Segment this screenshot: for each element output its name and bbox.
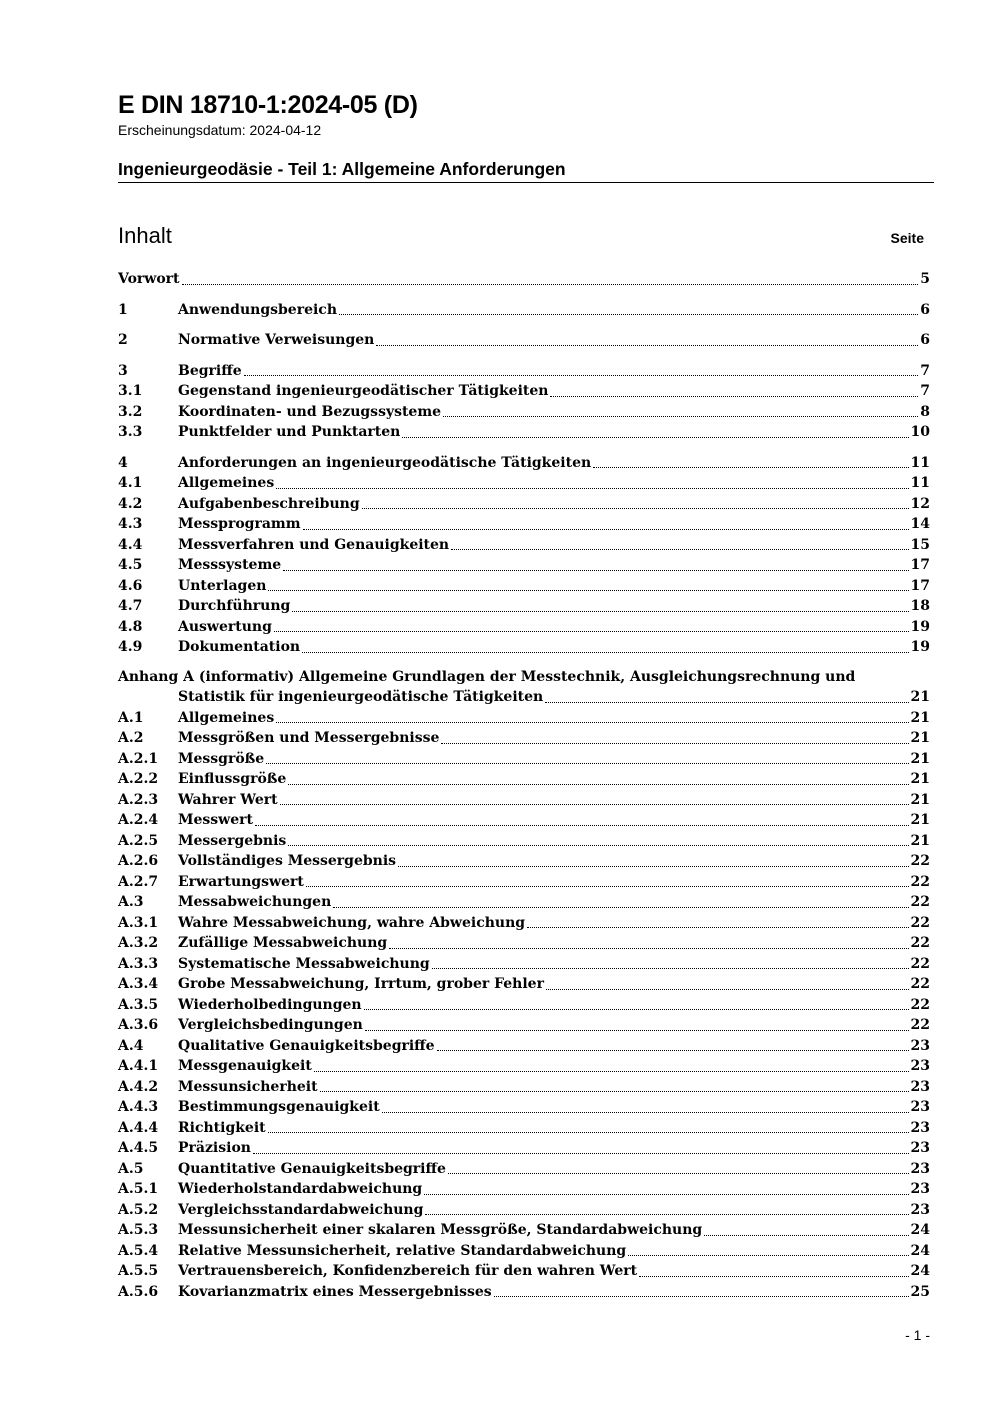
toc-entry-title: Zufällige Messabweichung bbox=[178, 935, 388, 951]
toc-entry[interactable] bbox=[118, 1015, 930, 1036]
dot-leader bbox=[376, 345, 918, 346]
toc-entry-page: 17 bbox=[910, 577, 930, 594]
toc-entry-page: 22 bbox=[910, 976, 930, 992]
toc-entry-title: Gegenstand ingenieurgeodätischer Tätigkeiten bbox=[178, 383, 549, 399]
toc-entry-title: Einflussgröße bbox=[178, 771, 287, 787]
dot-leader bbox=[302, 652, 908, 653]
page-number: - 1 - bbox=[905, 1327, 930, 1343]
toc-entry-page: 21 bbox=[910, 709, 930, 726]
toc-entry-title: Wiederholstandardabweichung bbox=[178, 1181, 423, 1197]
toc-entry-page: 21 bbox=[910, 832, 930, 849]
toc-entry-title: Quantitative Genauigkeitsbegriffe bbox=[178, 1160, 446, 1177]
toc-entry-title: Kovarianzmatrix eines Messergebnisses bbox=[178, 1283, 492, 1300]
table-of-contents bbox=[118, 269, 930, 1302]
toc-entry[interactable] bbox=[118, 596, 930, 617]
toc-entry-page: 22 bbox=[910, 894, 930, 910]
dot-leader bbox=[333, 907, 908, 908]
dot-leader bbox=[255, 825, 909, 826]
toc-entry-page: 14 bbox=[910, 516, 930, 532]
toc-entry-page: 23 bbox=[910, 1099, 930, 1115]
header-rule bbox=[118, 182, 934, 183]
toc-entry-number: 4.8 bbox=[118, 618, 143, 635]
document-title: E DIN 18710-1:2024-05 (D) bbox=[118, 91, 418, 119]
toc-entry-page: 15 bbox=[910, 536, 930, 553]
toc-entry-page: 22 bbox=[910, 914, 930, 931]
toc-entry[interactable] bbox=[118, 1036, 930, 1057]
toc-entry[interactable] bbox=[118, 637, 930, 658]
toc-entry-title: Qualitative Genauigkeitsbegriffe bbox=[178, 1037, 435, 1054]
toc-entry-page: 22 bbox=[910, 873, 930, 890]
toc-entry-number: 4.1 bbox=[118, 475, 143, 491]
toc-entry-number: A.2.5 bbox=[118, 832, 159, 849]
toc-entry[interactable] bbox=[118, 535, 930, 556]
toc-entry-title: Auswertung bbox=[178, 618, 272, 635]
toc-entry-number: A.1 bbox=[118, 709, 144, 726]
dot-leader bbox=[494, 1296, 909, 1297]
toc-entry-title: Vergleichsbedingungen bbox=[178, 1017, 363, 1033]
toc-entry-number: 3.2 bbox=[118, 403, 143, 420]
toc-entry[interactable] bbox=[118, 1179, 930, 1200]
toc-entry-number: 3 bbox=[118, 362, 128, 379]
toc-entry-page: 6 bbox=[920, 332, 930, 348]
toc-entry-page: 23 bbox=[910, 1181, 930, 1197]
dot-leader bbox=[314, 1071, 909, 1072]
toc-entry[interactable] bbox=[118, 269, 930, 290]
dot-leader bbox=[266, 763, 908, 764]
toc-entry[interactable] bbox=[118, 576, 930, 597]
toc-entry-number: 3.3 bbox=[118, 424, 143, 440]
toc-entry-number: A.3.5 bbox=[118, 996, 159, 1013]
toc-entry-title: Normative Verweisungen bbox=[178, 332, 375, 348]
toc-entry-number: 4.5 bbox=[118, 557, 143, 573]
dot-leader bbox=[283, 570, 908, 571]
toc-entry-title: Messverfahren und Genauigkeiten bbox=[178, 536, 450, 553]
toc-entry[interactable] bbox=[118, 974, 930, 995]
toc-entry-page: 21 bbox=[910, 771, 930, 787]
toc-entry-page: 25 bbox=[910, 1283, 930, 1300]
toc-entry[interactable] bbox=[118, 749, 930, 770]
toc-entry-number: 1 bbox=[118, 301, 128, 318]
dot-leader bbox=[593, 467, 908, 468]
toc-entry-page: 6 bbox=[920, 301, 930, 318]
toc-entry-title: Statistik für ingenieurgeodätische Tätigkeiten bbox=[178, 689, 544, 705]
dot-leader bbox=[320, 1091, 909, 1092]
dot-leader bbox=[451, 549, 908, 550]
dot-leader bbox=[402, 437, 908, 438]
toc-entry-page: 22 bbox=[910, 955, 930, 972]
toc-entry-page: 7 bbox=[920, 383, 930, 399]
toc-entry-page: 19 bbox=[910, 618, 930, 635]
toc-entry-page: 23 bbox=[910, 1201, 930, 1218]
toc-entry-number: A.5.2 bbox=[118, 1201, 159, 1218]
dot-leader bbox=[398, 866, 908, 867]
toc-entry-number: A.2.4 bbox=[118, 812, 159, 828]
toc-entry-title: Vorwort bbox=[118, 271, 180, 287]
toc-entry[interactable] bbox=[118, 1282, 930, 1303]
dot-leader bbox=[545, 702, 908, 703]
toc-entry-page: 23 bbox=[910, 1037, 930, 1054]
toc-entry-title: Grobe Messabweichung, Irrtum, grober Fehler bbox=[178, 976, 544, 992]
toc-entry-number: 4.4 bbox=[118, 536, 143, 553]
toc-entry[interactable] bbox=[118, 1261, 930, 1282]
toc-entry-number: A.2.7 bbox=[118, 873, 159, 890]
dot-leader bbox=[274, 631, 909, 632]
toc-entry-number: A.3.1 bbox=[118, 914, 159, 931]
toc-entry-page: 7 bbox=[920, 362, 930, 379]
dot-leader bbox=[288, 784, 908, 785]
toc-entry-number: A.3.2 bbox=[118, 935, 159, 951]
toc-entry-title: Richtigkeit bbox=[178, 1119, 266, 1136]
toc-entry-continuation[interactable] bbox=[118, 687, 930, 708]
toc-entry-number: A.4.2 bbox=[118, 1078, 159, 1095]
dot-leader bbox=[527, 927, 908, 928]
dot-leader bbox=[441, 743, 908, 744]
toc-entry-number: 4.6 bbox=[118, 577, 143, 594]
toc-entry-page: 24 bbox=[910, 1242, 930, 1259]
toc-entry-number: A.5.4 bbox=[118, 1242, 159, 1259]
toc-entry-title: Messprogramm bbox=[178, 516, 301, 532]
toc-entry[interactable] bbox=[118, 1118, 930, 1139]
toc-entry[interactable] bbox=[118, 933, 930, 954]
toc-entry-number: 4.7 bbox=[118, 598, 143, 614]
toc-entry[interactable] bbox=[118, 494, 930, 515]
toc-entry-page: 21 bbox=[910, 689, 930, 705]
toc-entry-number: A.2.2 bbox=[118, 771, 159, 787]
toc-entry-title: Begriffe bbox=[178, 362, 242, 379]
toc-entry-title: Punktfelder und Punktarten bbox=[178, 424, 401, 440]
toc-entry[interactable] bbox=[118, 1138, 930, 1159]
toc-entry-page: 23 bbox=[910, 1160, 930, 1177]
toc-entry-number: A.4 bbox=[118, 1037, 144, 1054]
toc-entry-title: Messabweichungen bbox=[178, 894, 332, 910]
toc-entry[interactable] bbox=[118, 1159, 930, 1180]
dot-leader bbox=[639, 1276, 908, 1277]
dot-leader bbox=[244, 375, 919, 376]
toc-entry-number: 4.9 bbox=[118, 639, 143, 655]
toc-entry[interactable] bbox=[118, 617, 930, 638]
toc-entry-page: 22 bbox=[910, 996, 930, 1013]
toc-entry[interactable] bbox=[118, 913, 930, 934]
toc-entry-page: 21 bbox=[910, 791, 930, 808]
toc-entry[interactable] bbox=[118, 667, 930, 688]
toc-entry-number: A.2.3 bbox=[118, 791, 159, 808]
toc-entry-title: Koordinaten- und Bezugssysteme bbox=[178, 403, 442, 420]
dot-leader bbox=[182, 284, 919, 285]
toc-entry-page: 21 bbox=[910, 750, 930, 767]
toc-entry-title: Messgenauigkeit bbox=[178, 1058, 312, 1074]
toc-entry-title: Bestimmungsgenauigkeit bbox=[178, 1099, 380, 1115]
dot-leader bbox=[704, 1235, 908, 1236]
toc-entry-title: Unterlagen bbox=[178, 577, 267, 594]
toc-entry[interactable] bbox=[118, 954, 930, 975]
toc-entry-page: 21 bbox=[910, 730, 930, 746]
dot-leader bbox=[365, 1030, 909, 1031]
toc-entry[interactable] bbox=[118, 831, 930, 852]
dot-leader bbox=[425, 1214, 908, 1215]
toc-entry-title: Messergebnis bbox=[178, 832, 287, 849]
toc-entry-title: Dokumentation bbox=[178, 639, 301, 655]
toc-entry[interactable] bbox=[118, 381, 930, 402]
toc-entry-title: Wahre Messabweichung, wahre Abweichung bbox=[178, 914, 526, 931]
toc-entry-number: A.3.4 bbox=[118, 976, 159, 992]
toc-entry[interactable] bbox=[118, 708, 930, 729]
toc-entry-page: 5 bbox=[920, 271, 930, 287]
toc-entry[interactable] bbox=[118, 790, 930, 811]
toc-entry-number: A.2 bbox=[118, 730, 144, 746]
publication-date: Erscheinungsdatum: 2024-04-12 bbox=[118, 122, 322, 138]
toc-entry-number: A.4.1 bbox=[118, 1058, 159, 1074]
dot-leader bbox=[424, 1194, 908, 1195]
toc-entry[interactable] bbox=[118, 453, 930, 474]
toc-entry[interactable] bbox=[118, 473, 930, 494]
toc-entry-title: Relative Messunsicherheit, relative Standardabweichung bbox=[178, 1242, 627, 1259]
toc-entry-page: 23 bbox=[910, 1078, 930, 1095]
toc-entry[interactable] bbox=[118, 1077, 930, 1098]
toc-entry-page: 11 bbox=[910, 475, 930, 491]
dot-leader bbox=[432, 968, 909, 969]
dot-leader bbox=[268, 590, 908, 591]
toc-entry-title: Systematische Messabweichung bbox=[178, 955, 430, 972]
toc-entry-title: Allgemeines bbox=[178, 709, 275, 726]
toc-entry-title: Vollständiges Messergebnis bbox=[178, 853, 397, 869]
toc-entry-page: 18 bbox=[910, 598, 930, 614]
toc-entry-number: A.2.6 bbox=[118, 853, 159, 869]
toc-entry[interactable] bbox=[118, 872, 930, 893]
toc-entry[interactable] bbox=[118, 728, 930, 749]
toc-entry-page: 24 bbox=[910, 1263, 930, 1279]
toc-entry-page: 23 bbox=[910, 1119, 930, 1136]
toc-entry-title: Messwert bbox=[178, 812, 253, 828]
toc-entry-number: A.4.4 bbox=[118, 1119, 159, 1136]
dot-leader bbox=[303, 529, 909, 530]
dot-leader bbox=[382, 1112, 909, 1113]
toc-entry-number: A.3 bbox=[118, 894, 144, 910]
toc-entry[interactable] bbox=[118, 892, 930, 913]
toc-entry[interactable] bbox=[118, 1097, 930, 1118]
toc-entry-page: 11 bbox=[910, 454, 930, 471]
toc-entry[interactable] bbox=[118, 361, 930, 382]
toc-entry[interactable] bbox=[118, 555, 930, 576]
dot-leader bbox=[253, 1153, 909, 1154]
toc-entry-page: 23 bbox=[910, 1058, 930, 1074]
toc-entry-page: 22 bbox=[910, 853, 930, 869]
document-subtitle: Ingenieurgeodäsie - Teil 1: Allgemeine Anforderungen bbox=[118, 159, 566, 179]
toc-entry-page: 21 bbox=[910, 812, 930, 828]
toc-entry-title: Anforderungen an ingenieurgeodätische Tätigkeiten bbox=[178, 454, 592, 471]
toc-entry[interactable] bbox=[118, 514, 930, 535]
dot-leader bbox=[546, 989, 909, 990]
toc-entry-title: Messunsicherheit bbox=[178, 1078, 318, 1095]
toc-entry[interactable] bbox=[118, 851, 930, 872]
dot-leader bbox=[389, 948, 908, 949]
toc-entry[interactable] bbox=[118, 330, 930, 351]
toc-entry-title: Präzision bbox=[178, 1140, 251, 1156]
toc-entry[interactable] bbox=[118, 1220, 930, 1241]
dot-leader bbox=[276, 488, 908, 489]
toc-entry[interactable] bbox=[118, 1056, 930, 1077]
dot-leader bbox=[276, 722, 908, 723]
dot-leader bbox=[448, 1173, 909, 1174]
toc-entry-number: A.4.3 bbox=[118, 1099, 159, 1115]
toc-entry-number: 4.2 bbox=[118, 495, 143, 512]
toc-entry[interactable] bbox=[118, 402, 930, 423]
dot-leader bbox=[628, 1255, 908, 1256]
toc-entry[interactable] bbox=[118, 1200, 930, 1221]
toc-entry-title: Anhang A (informativ) Allgemeine Grundlagen der Messtechnik, Ausgleichungsrechnung und bbox=[118, 668, 856, 685]
toc-entry-page: 24 bbox=[910, 1222, 930, 1238]
dot-leader bbox=[288, 845, 908, 846]
toc-entry[interactable] bbox=[118, 995, 930, 1016]
dot-leader bbox=[306, 886, 909, 887]
toc-entry-number: A.5.6 bbox=[118, 1283, 159, 1300]
toc-entry-title: Vergleichsstandardabweichung bbox=[178, 1201, 424, 1218]
toc-entry-page: 17 bbox=[910, 557, 930, 573]
dot-leader bbox=[280, 804, 909, 805]
toc-entry-title: Durchführung bbox=[178, 598, 291, 614]
toc-entry-title: Anwendungsbereich bbox=[178, 301, 337, 318]
toc-entry-page: 19 bbox=[910, 639, 930, 655]
toc-entry-page: 23 bbox=[910, 1140, 930, 1156]
toc-entry[interactable] bbox=[118, 300, 930, 321]
dot-leader bbox=[437, 1050, 909, 1051]
dot-leader bbox=[268, 1132, 909, 1133]
toc-page-column-label: Seite bbox=[890, 230, 924, 246]
toc-entry-title: Messgrößen und Messergebnisse bbox=[178, 730, 440, 746]
toc-entry-number: A.5 bbox=[118, 1160, 144, 1177]
toc-entry-page: 22 bbox=[910, 935, 930, 951]
dot-leader bbox=[339, 314, 918, 315]
toc-entry[interactable] bbox=[118, 769, 930, 790]
toc-entry-title: Wahrer Wert bbox=[178, 791, 278, 808]
dot-leader bbox=[292, 611, 908, 612]
toc-entry-number: A.4.5 bbox=[118, 1140, 159, 1156]
toc-entry[interactable] bbox=[118, 1241, 930, 1262]
toc-entry-title: Wiederholbedingungen bbox=[178, 996, 362, 1013]
toc-entry-number: A.5.5 bbox=[118, 1263, 159, 1279]
toc-entry-number: 3.1 bbox=[118, 383, 143, 399]
toc-entry-title: Aufgabenbeschreibung bbox=[178, 495, 360, 512]
toc-entry-number: 2 bbox=[118, 332, 128, 348]
dot-leader bbox=[364, 1009, 909, 1010]
toc-entry-page: 10 bbox=[910, 424, 930, 440]
dot-leader bbox=[362, 508, 909, 509]
toc-entry-page: 12 bbox=[910, 495, 930, 512]
toc-entry-number: A.5.1 bbox=[118, 1181, 159, 1197]
toc-entry-title: Messsysteme bbox=[178, 557, 282, 573]
toc-entry-title: Messgröße bbox=[178, 750, 265, 767]
toc-heading: Inhalt bbox=[118, 223, 172, 248]
toc-entry-number: 4.3 bbox=[118, 516, 143, 532]
toc-entry-title: Allgemeines bbox=[178, 475, 275, 491]
toc-entry-page: 8 bbox=[920, 403, 930, 420]
toc-entry-page: 22 bbox=[910, 1017, 930, 1033]
toc-entry-number: A.3.6 bbox=[118, 1017, 159, 1033]
toc-entry-number: A.2.1 bbox=[118, 750, 159, 767]
toc-entry[interactable] bbox=[118, 422, 930, 443]
toc-entry-number: A.5.3 bbox=[118, 1222, 159, 1238]
dot-leader bbox=[550, 396, 918, 397]
toc-entry-title: Erwartungswert bbox=[178, 873, 304, 890]
toc-entry-title: Messunsicherheit einer skalaren Messgröße, Standardabweichung bbox=[178, 1222, 703, 1238]
toc-entry-number: 4 bbox=[118, 454, 128, 471]
toc-entry[interactable] bbox=[118, 810, 930, 831]
toc-entry-title: Vertrauensbereich, Konfidenzbereich für den wahren Wert bbox=[178, 1263, 638, 1279]
toc-entry-number: A.3.3 bbox=[118, 955, 159, 972]
dot-leader bbox=[443, 416, 918, 417]
